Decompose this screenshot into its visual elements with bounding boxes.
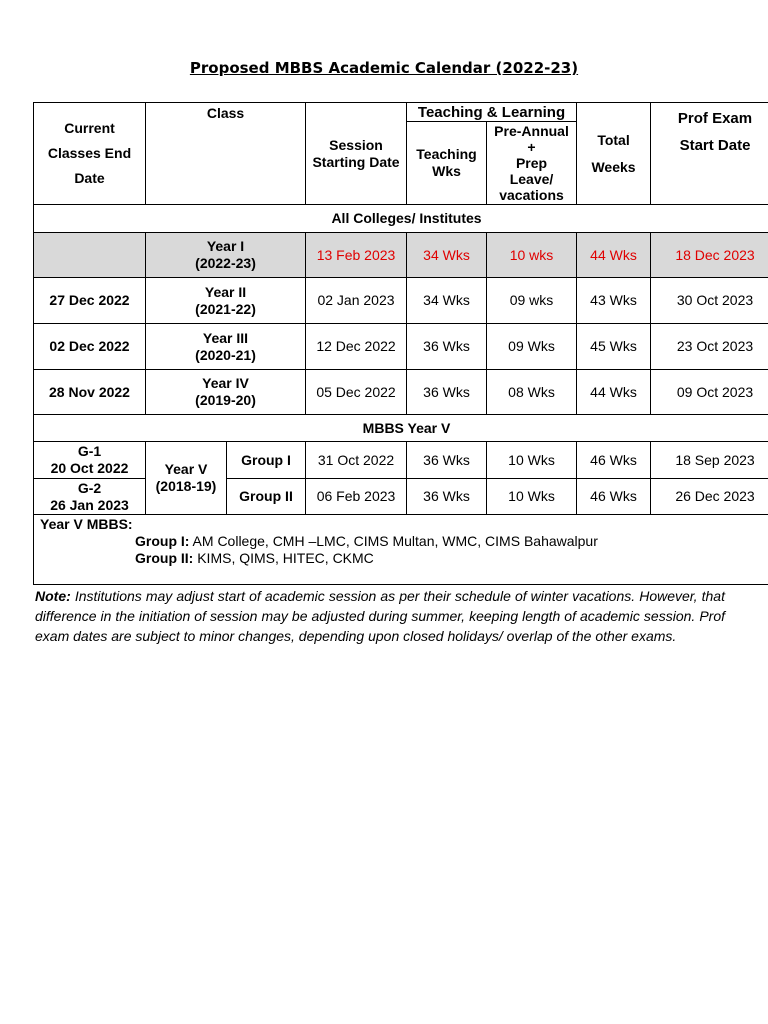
table-row-year-5-group-2 [34, 479, 768, 515]
header-session-starting-date: Session Starting Date [306, 103, 407, 205]
cell-prof-exam-date: 30 Oct 2023 [651, 278, 768, 324]
cell-class: Year I (2022-23) [146, 233, 306, 278]
table-row-year-1 [34, 233, 768, 278]
table-row-year-3 [34, 324, 768, 370]
section-row-all-colleges [34, 205, 768, 233]
cell-teaching-wks: 36 Wks [407, 324, 487, 370]
academic-calendar-table [33, 102, 768, 585]
cell-teaching-wks: 36 Wks [407, 370, 487, 415]
cell-session-date: 13 Feb 2023 [306, 233, 407, 278]
cell-group: Group I [227, 442, 306, 479]
cell-end-date: G-2 26 Jan 2023 [34, 479, 146, 515]
cell-class: Year IV (2019-20) [146, 370, 306, 415]
cell-pre-annual: 08 Wks [487, 370, 577, 415]
cell-total-weeks: 46 Wks [577, 479, 651, 515]
cell-end-date [34, 233, 146, 278]
cell-class: Year III (2020-21) [146, 324, 306, 370]
group-1-colleges: Group I: AM College, CMH –LMC, CIMS Multan, WMC, CIMS Bahawalpur [135, 533, 598, 549]
cell-pre-annual: 10 Wks [487, 479, 577, 515]
document-title: Proposed MBBS Academic Calendar (2022-23) [189, 59, 579, 77]
header-total-weeks: Total Weeks [577, 103, 651, 205]
cell-end-date: 27 Dec 2022 [34, 278, 146, 324]
footnote-label: Note: [35, 588, 71, 604]
header-prof-exam-start-date: Prof Exam Start Date [651, 103, 768, 205]
cell-pre-annual: 09 wks [487, 278, 577, 324]
cell-pre-annual: 09 Wks [487, 324, 577, 370]
header-current-end-date: Current Classes End Date [34, 103, 146, 205]
year-5-groups-note [34, 515, 768, 585]
cell-group: Group II [227, 479, 306, 515]
cell-total-weeks: 44 Wks [577, 233, 651, 278]
cell-total-weeks: 46 Wks [577, 442, 651, 479]
cell-prof-exam-date: 18 Dec 2023 [651, 233, 768, 278]
cell-end-date: 02 Dec 2022 [34, 324, 146, 370]
cell-end-date: 28 Nov 2022 [34, 370, 146, 415]
cell-class-year-5: Year V (2018-19) [146, 442, 227, 515]
cell-prof-exam-date: 18 Sep 2023 [651, 442, 768, 479]
header-row [34, 103, 768, 122]
section-label: MBBS Year V [34, 415, 768, 442]
cell-teaching-wks: 36 Wks [407, 442, 487, 479]
year-5-groups-note-row [34, 515, 768, 585]
cell-session-date: 05 Dec 2022 [306, 370, 407, 415]
header-teaching-wks: Teaching Wks [407, 122, 487, 205]
cell-prof-exam-date: 23 Oct 2023 [651, 324, 768, 370]
cell-pre-annual: 10 Wks [487, 442, 577, 479]
cell-total-weeks: 44 Wks [577, 370, 651, 415]
cell-total-weeks: 45 Wks [577, 324, 651, 370]
cell-session-date: 31 Oct 2022 [306, 442, 407, 479]
footnote [35, 586, 725, 646]
cell-teaching-wks: 36 Wks [407, 479, 487, 515]
table-row-year-4 [34, 370, 768, 415]
cell-pre-annual: 10 wks [487, 233, 577, 278]
year-5-note-heading: Year V MBBS: [40, 516, 133, 532]
cell-class: Year II (2021-22) [146, 278, 306, 324]
cell-session-date: 12 Dec 2022 [306, 324, 407, 370]
cell-teaching-wks: 34 Wks [407, 233, 487, 278]
cell-end-date: G-1 20 Oct 2022 [34, 442, 146, 479]
cell-total-weeks: 43 Wks [577, 278, 651, 324]
header-teaching-learning: Teaching & Learning [407, 103, 577, 122]
cell-prof-exam-date: 09 Oct 2023 [651, 370, 768, 415]
table-row-year-2 [34, 278, 768, 324]
cell-teaching-wks: 34 Wks [407, 278, 487, 324]
cell-session-date: 06 Feb 2023 [306, 479, 407, 515]
header-class: Class [146, 103, 306, 205]
section-label: All Colleges/ Institutes [34, 205, 768, 233]
header-pre-annual-prep-leave: Pre-Annual + Prep Leave/ vacations [487, 122, 577, 205]
cell-prof-exam-date: 26 Dec 2023 [651, 479, 768, 515]
footnote-text: Institutions may adjust start of academic session as per their schedule of winter vacations. However, that difference in the initiation of session may be adjusted during summer, keeping length of academic session. Prof exam dates are subject to minor changes, depending upon closed holidays/ overlap of the other exams. [35, 588, 725, 644]
section-row-year-5 [34, 415, 768, 442]
cell-session-date: 02 Jan 2023 [306, 278, 407, 324]
table-row-year-5-group-1 [34, 442, 768, 479]
group-2-colleges: Group II: KIMS, QIMS, HITEC, CKMC [135, 550, 374, 566]
